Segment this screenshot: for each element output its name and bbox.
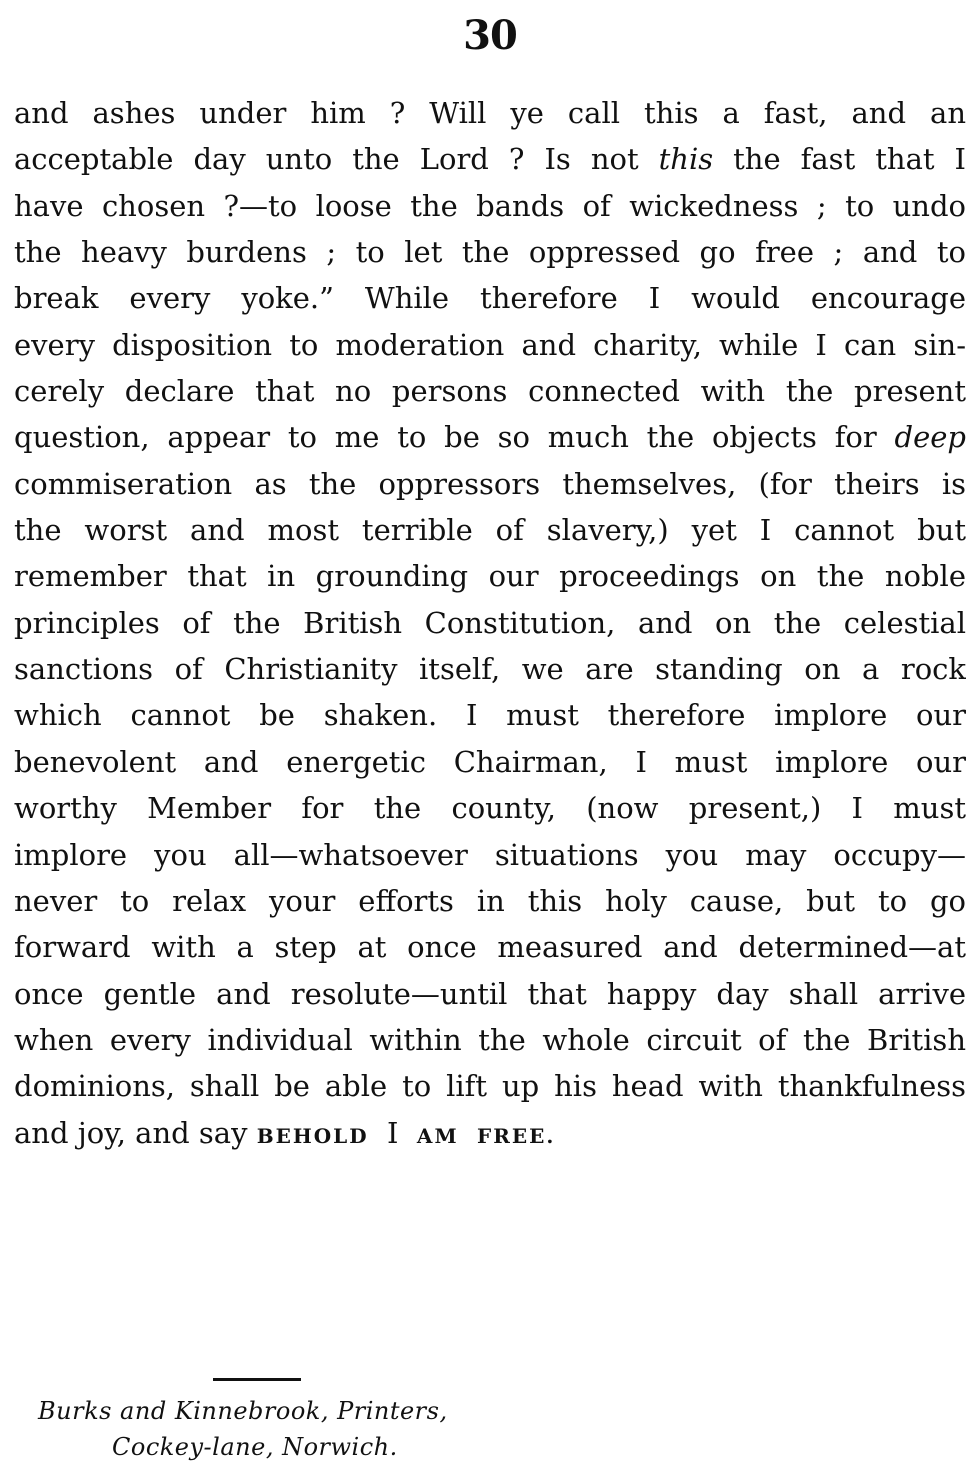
text-line: break every yoke.” While therefore I would encourage <box>14 281 966 316</box>
imprint-divider <box>213 1378 301 1381</box>
emphasis-this: this <box>658 142 714 177</box>
text-line: have chosen ?—to loose the bands of wickedness ; to undo <box>14 188 966 223</box>
text-line: once gentle and resolute—until that happy day shall arrive <box>14 976 966 1011</box>
text-line: forward with a step at once measured and determined—at <box>14 930 966 965</box>
body-text <box>14 90 966 1156</box>
text-line: every disposition to moderation and charity, while I can sin- <box>14 327 966 362</box>
text-line <box>14 414 966 460</box>
text-segment: question, appear to me to be so much the objects for <box>14 420 895 455</box>
text-segment: the fast that I <box>713 142 966 177</box>
text-line: never to relax your efforts in this holy cause, but to go <box>14 883 966 918</box>
text-line: remember that in grounding our proceedings on the noble <box>14 559 966 594</box>
smallcaps-am: AM <box>416 1123 459 1148</box>
text-segment: and joy, and say <box>14 1115 257 1150</box>
text-line: which cannot be shaken. I must therefore implore our <box>14 698 966 733</box>
text-line: benevolent and energetic Chairman, I must implore our <box>14 744 966 779</box>
text-line <box>14 136 966 182</box>
emphasis-deep: deep <box>894 420 966 455</box>
text-line: and ashes under him ? Will ye call this a fast, and an <box>14 96 966 130</box>
page-number: 30 <box>463 12 517 59</box>
word-i: I <box>387 1115 399 1150</box>
text-line: the heavy burdens ; to let the oppressed go free ; and to <box>14 235 966 270</box>
text-line: sanctions of Christianity itself, we are standing on a rock <box>14 652 966 687</box>
text-line: dominions, shall be able to lift up his head with thankfulness <box>14 1069 966 1104</box>
text-line <box>14 1110 966 1156</box>
smallcaps-free: FREE. <box>477 1123 556 1148</box>
text-line: worthy Member for the county, (now present,) I must <box>14 791 966 826</box>
text-line: commiseration as the oppressors themselves, (for theirs is <box>14 466 966 501</box>
text-line: cerely declare that no persons connected with the present <box>14 374 966 409</box>
text-segment: acceptable day unto the Lord ? Is not <box>14 142 659 177</box>
printer-imprint-line1: Burks and Kinnebrook, Printers, <box>38 1397 448 1425</box>
smallcaps-behold: BEHOLD <box>256 1123 369 1148</box>
text-line: principles of the British Constitution, and on the celestial <box>14 605 966 640</box>
text-line: implore you all—whatsoever situations you may occupy— <box>14 837 966 872</box>
text-line: the worst and most terrible of slavery,) yet I cannot but <box>14 513 966 548</box>
text-line: when every individual within the whole circuit of the British <box>14 1022 966 1057</box>
printer-imprint-line2: Cockey-lane, Norwich. <box>112 1433 398 1461</box>
